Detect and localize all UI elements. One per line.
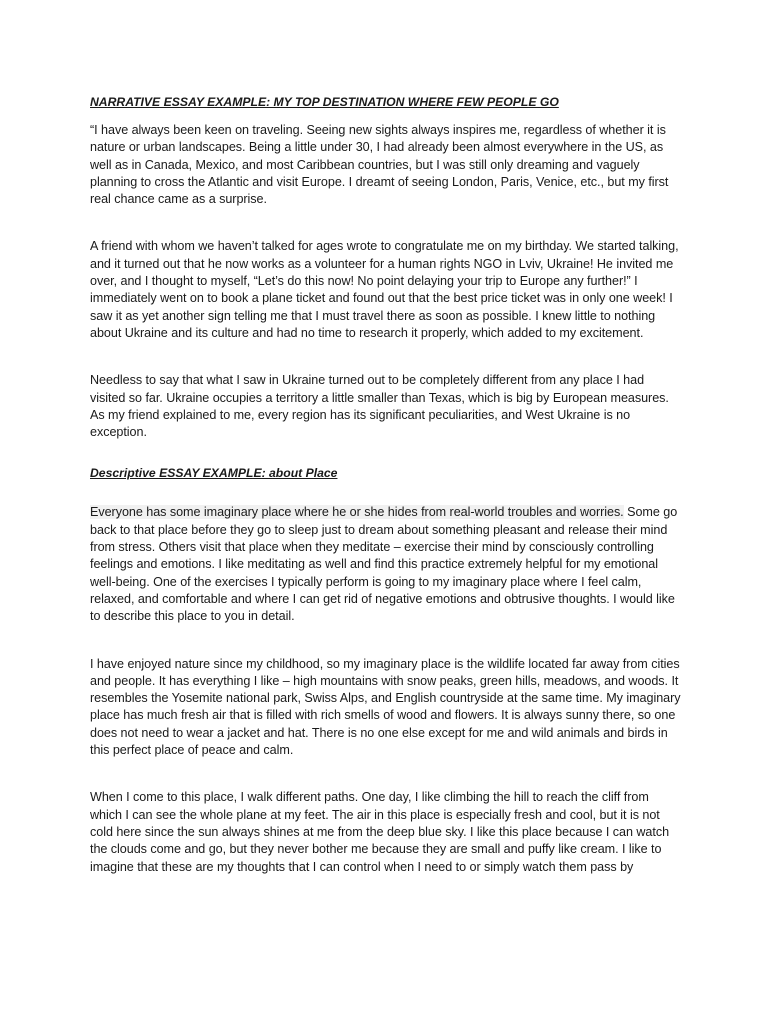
descriptive-paragraph-2: I have enjoyed nature since my childhood, so my imaginary place is the wildlife located far away from cities and people. It has everything I like – high mountains with snow peaks, green hills, meadows, and woods. It resembles the Yosemite national park, Swiss Alps, and English countryside at the same time. My imaginary place has much fresh air that is filled with rich smells of wood and flowers. It is always sunny there, so one does not need to wear a jacket and hat. There is no one else except for me and wild animals and birds in this perfect place of peace and calm. — [90, 656, 681, 758]
narrative-paragraph-3: Needless to say that what I saw in Ukraine turned out to be completely different from any place I had visited so far. Ukraine occupies a territory a little smaller than Texas, which is big by European measures. As my friend explained to me, every region has its significant peculiarities, and West Ukraine is no exception. — [90, 373, 669, 440]
paragraph-spacer — [90, 759, 682, 789]
paragraph-spacer — [90, 208, 682, 238]
paragraph-spacer — [90, 342, 682, 372]
paragraph-spacer — [90, 626, 682, 656]
descriptive-essay-heading: Descriptive ESSAY EXAMPLE: about Place — [90, 466, 338, 481]
document-body — [90, 94, 682, 876]
paragraph-text: Some go back to that place before they go to sleep just to dream about something pleasant and release their mind from stress. Others visit that place when they meditate – exercise their mind by consciously controlling feelings and emotions. I like meditating as well and find this practice extremely helpful for my emotional well-being. One of the exercises I typically perform is going to my imaginary place where I feel calm, relaxed, and comfortable and where I can get rid of negative emotions and obtrusive thoughts. I would like to describe this place to you in detail. — [90, 505, 678, 624]
narrative-essay-heading: NARRATIVE ESSAY EXAMPLE: MY TOP DESTINATION WHERE FEW PEOPLE GO — [90, 95, 559, 109]
narrative-paragraph-1: “I have always been keen on traveling. Seeing new sights always inspires me, regardless of whether it is nature or urban landscapes. Being a little under 30, I had already been almost everywhere in the US, as well as in Canada, Mexico, and most Caribbean countries, but I was still only dreaming and vaguely planning to cross the Atlantic and visit Europe. I dreamt of seeing London, Paris, Venice, etc., but my first real chance came as a surprise. — [90, 123, 669, 207]
descriptive-paragraph-1 — [90, 504, 682, 625]
narrative-paragraph-2: A friend with whom we haven’t talked for ages wrote to congratulate me on my birthday. We started talking, and it turned out that he now works as a volunteer for a human rights NGO in Lviv, Ukraine! He invited me over, and I thought to myself, “Let’s do this now! No point delaying your trip to Europe any further!” I immediately went on to book a plane ticket and found out that the best price ticket was in only one week! I saw it as yet another sign telling me that I must travel there as soon as possible. I knew little to nothing about Ukraine and its culture and had no time to research it properly, which added to my excitement. — [90, 239, 679, 340]
paragraph-spacer — [90, 441, 682, 465]
highlighted-sentence: Everyone has some imaginary place where he or she hides from real-world troubles and worries. — [90, 505, 624, 520]
descriptive-paragraph-3: When I come to this place, I walk different paths. One day, I like climbing the hill to reach the cliff from which I can see the whole plane at my feet. The air in this place is especially fresh and cool, but it is not cold here since the sun always shines at me from the deep blue sky. I like this place because I can watch the clouds come and go, but they never bother me because they are small and puffy like cream. I like to imagine that these are my thoughts that I can control when I need to or simply watch them pass by — [90, 790, 670, 874]
